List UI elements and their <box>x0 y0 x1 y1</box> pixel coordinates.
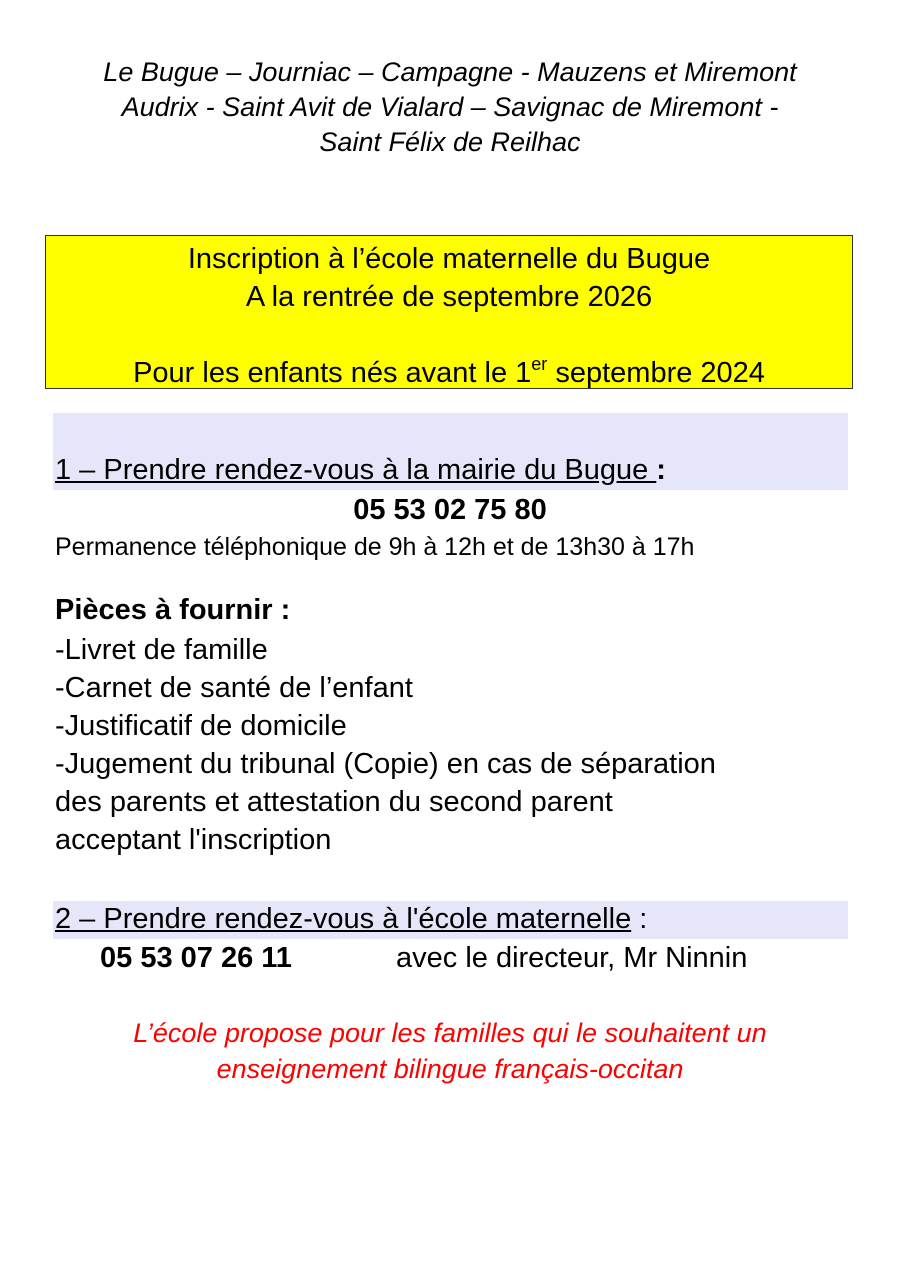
banner-eligibility-start: Pour les enfants nés avant le 1 <box>133 357 532 389</box>
list-item: acceptant l'inscription <box>55 824 332 856</box>
banner-eligibility-end: septembre 2024 <box>547 357 765 389</box>
communes-line-2: Audrix - Saint Avit de Vialard – Savignac de Miremont - <box>121 92 779 122</box>
phone-hours: Permanence téléphonique de 9h à 12h et de 13h30 à 17h <box>55 533 695 561</box>
mairie-phone: 05 53 02 75 80 <box>353 494 547 526</box>
banner-title: Inscription à l’école maternelle du Bugue <box>187 243 711 275</box>
documents-list <box>55 631 716 859</box>
bilingual-note <box>0 1015 900 1087</box>
list-item: -Carnet de santé de l’enfant <box>55 672 413 704</box>
step2-heading <box>55 903 647 936</box>
documents-title: Pièces à fournir : <box>55 594 291 626</box>
step1-label: 1 – Prendre rendez-vous à la mairie du Bugue <box>55 454 657 486</box>
bilingual-note-line-2: enseignement bilingue français-occitan <box>216 1054 684 1084</box>
step2-label: 2 – Prendre rendez-vous à l'école maternelle <box>55 903 632 935</box>
communes-header <box>0 55 900 160</box>
step2-colon: : <box>631 903 648 935</box>
school-phone: 05 53 07 26 11 <box>100 942 292 974</box>
banner-eligibility-sup: er <box>531 354 548 374</box>
registration-banner <box>45 235 853 389</box>
list-item: des parents et attestation du second parent <box>55 786 613 818</box>
communes-line-1: Le Bugue – Journiac – Campagne - Mauzens et Miremont <box>103 57 797 87</box>
bilingual-note-line-1: L’école propose pour les familles qui le souhaitent un <box>133 1018 767 1048</box>
list-item: -Livret de famille <box>55 634 268 666</box>
list-item: -Jugement du tribunal (Copie) en cas de séparation <box>55 748 716 780</box>
communes-line-3: Saint Félix de Reilhac <box>319 127 581 157</box>
list-item: -Justificatif de domicile <box>55 710 347 742</box>
step1-heading <box>55 454 666 487</box>
banner-school-year: A la rentrée de septembre 2026 <box>245 281 653 313</box>
director-contact: avec le directeur, Mr Ninnin <box>396 942 748 974</box>
step1-colon: : <box>656 454 666 486</box>
banner-eligibility <box>46 354 852 392</box>
